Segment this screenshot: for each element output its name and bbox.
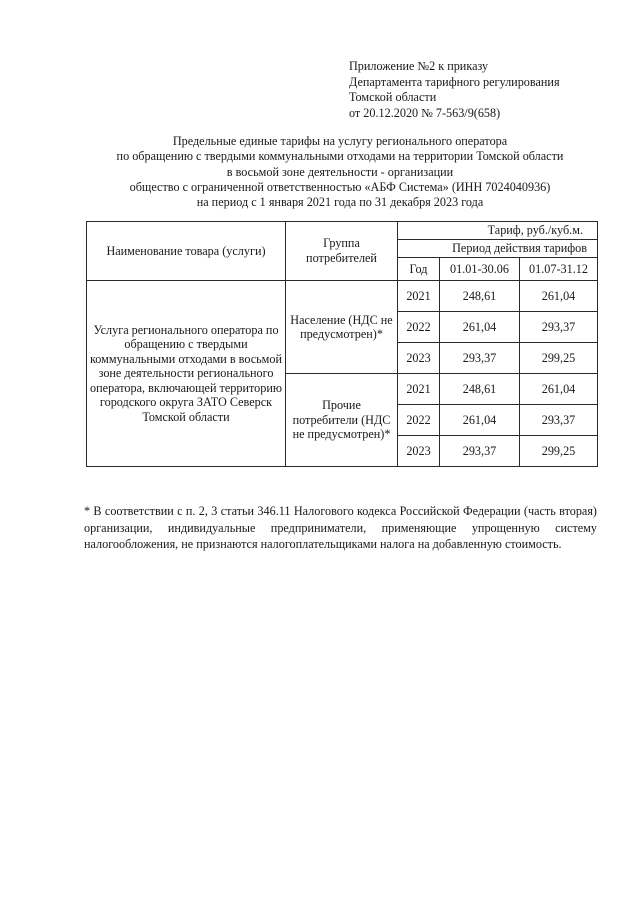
footnote: * В соответствии с п. 2, 3 статьи 346.11 Налогового кодекса Российской Федерации (часть вторая) организации, индивидуальные предприниматели, применяющие упрощенную систему налогообложения, не признаются налогоплательщиками налога на добавленную стоимость. <box>84 504 597 551</box>
year-cell: 2023 <box>398 436 440 467</box>
title-line: Предельные единые тарифы на услугу регионального оператора <box>172 134 508 148</box>
header-group: Группа потребителей <box>286 222 398 281</box>
tariff-cell: 293,37 <box>440 436 520 467</box>
appendix-header <box>349 59 560 121</box>
consumer-group: Прочие потребители (НДС не предусмотрен)* <box>286 374 398 467</box>
appendix-line: Томской области <box>349 90 437 104</box>
tariff-cell: 293,37 <box>520 405 598 436</box>
year-cell: 2022 <box>398 312 440 343</box>
tariff-cell: 299,25 <box>520 343 598 374</box>
header-year: Год <box>398 258 440 281</box>
appendix-line: Приложение №2 к приказу <box>349 59 489 73</box>
tariff-table <box>86 221 598 467</box>
header-service: Наименование товара (услуги) <box>87 222 286 281</box>
tariff-cell: 248,61 <box>440 281 520 312</box>
year-cell: 2021 <box>398 374 440 405</box>
year-cell: 2022 <box>398 405 440 436</box>
header-period: Период действия тарифов <box>398 240 598 258</box>
tariff-cell: 261,04 <box>440 405 520 436</box>
tariff-cell: 248,61 <box>440 374 520 405</box>
tariff-cell: 293,37 <box>520 312 598 343</box>
year-cell: 2023 <box>398 343 440 374</box>
service-name: Услуга регионального оператора по обращению с твердыми коммунальными отходами в восьмой зоне деятельности регионального оператора, включающей территорию городского округа ЗАТО Северск Томской области <box>87 281 286 467</box>
tariff-cell: 261,04 <box>520 281 598 312</box>
title-line: по обращению с твердыми коммунальными отходами на территории Томской области <box>116 149 564 164</box>
appendix-line: от 20.12.2020 № 7-563/9(658) <box>349 105 501 120</box>
header-tariff: Тариф, руб./куб.м. <box>398 222 598 240</box>
tariff-cell: 261,04 <box>520 374 598 405</box>
title-line: общество с ограниченной ответственностью «АБФ Система» (ИНН 7024040936) <box>129 179 551 194</box>
table-row <box>87 281 598 312</box>
consumer-group: Население (НДС не предусмотрен)* <box>286 281 398 374</box>
document-title <box>70 134 610 210</box>
tariff-cell: 293,37 <box>440 343 520 374</box>
header-row <box>87 222 598 240</box>
header-period-1: 01.01-30.06 <box>440 258 520 281</box>
appendix-line: Департамента тарифного регулирования <box>349 74 560 89</box>
year-cell: 2021 <box>398 281 440 312</box>
tariff-cell: 261,04 <box>440 312 520 343</box>
title-line: на период с 1 января 2021 года по 31 декабря 2023 года <box>196 195 484 210</box>
title-line: в восьмой зоне деятельности - организации <box>226 164 454 179</box>
tariff-cell: 299,25 <box>520 436 598 467</box>
header-period-2: 01.07-31.12 <box>520 258 598 281</box>
